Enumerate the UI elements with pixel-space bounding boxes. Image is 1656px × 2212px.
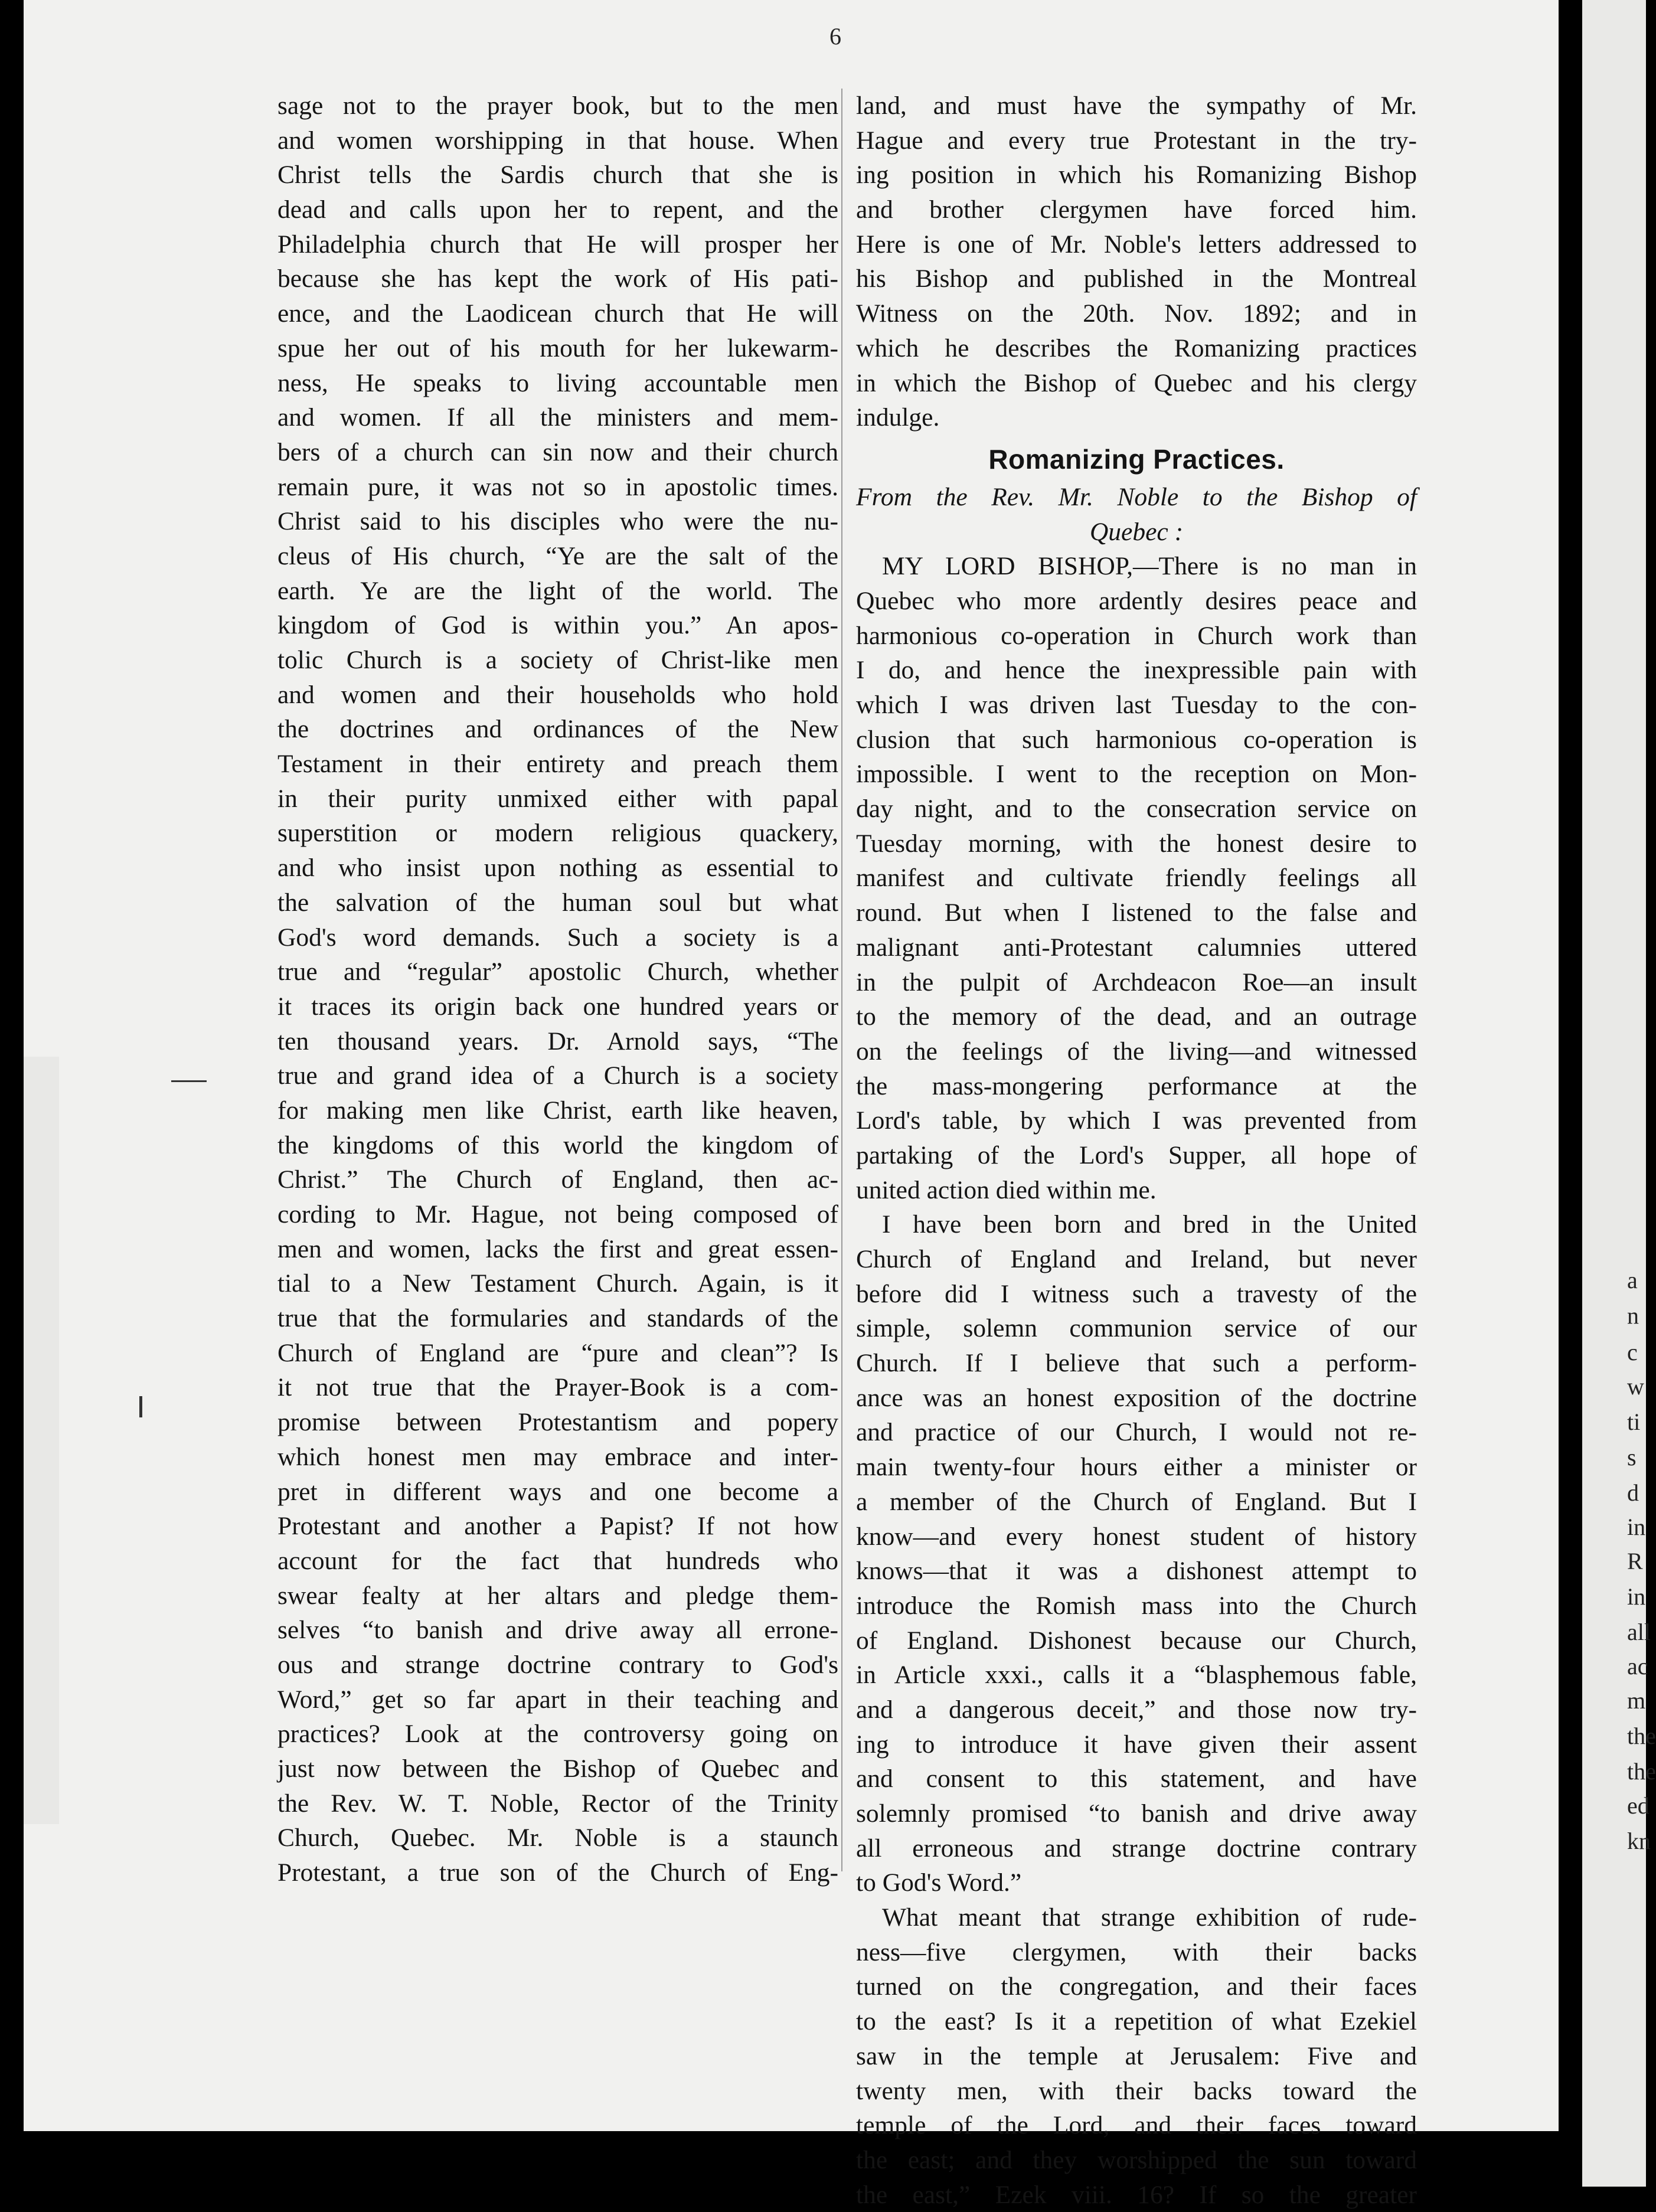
text-fragment: in [1627, 1514, 1646, 1540]
text-line: Protestant and another a Papist? If not how [277, 1512, 838, 1541]
text-line: harmonious co-operation in Church work than [856, 621, 1417, 650]
column-rule [841, 89, 842, 1871]
text-line: tolic Church is a society of Christ-like men [277, 646, 838, 674]
text-line: swear fealty at her altars and pledge them- [277, 1581, 838, 1610]
text-line: What meant that strange exhibition of rude- [882, 1903, 1417, 1932]
text-line: ing position in which his Romanizing Bishop [856, 161, 1417, 189]
text-line: dead and calls upon her to repent, and the [277, 195, 838, 224]
text-line: Lord's table, by which I was prevented from [856, 1106, 1417, 1135]
text-line: God's word demands. Such a society is a [277, 923, 838, 952]
text-line: before did I witness such a travesty of the [856, 1279, 1417, 1308]
text-line: the east,” Ezek viii. 16? If so the greater [856, 2180, 1417, 2209]
text-line: for making men like Christ, earth like heaven, [277, 1096, 838, 1125]
text-line: earth. Ye are the light of the world. The [277, 576, 838, 605]
text-line: in their purity unmixed either with papal [277, 784, 838, 813]
text-line: malignant anti-Protestant calumnies uttered [856, 933, 1417, 962]
text-line: the mass-mongering performance at the [856, 1071, 1417, 1100]
text-fragment: R [1627, 1548, 1643, 1574]
text-line: land, and must have the sympathy of Mr. [856, 92, 1417, 120]
text-line: it traces its origin back one hundred years or [277, 992, 838, 1021]
text-fragment: all [1627, 1619, 1651, 1645]
text-line: day night, and to the consecration service on [856, 795, 1417, 824]
text-line: tial to a New Testament Church. Again, is it [277, 1269, 838, 1298]
text-line: it not true that the Prayer-Book is a com- [277, 1373, 838, 1402]
text-line: to the memory of the dead, and an outrage [856, 1002, 1417, 1031]
text-line: Christ.” The Church of England, then ac- [277, 1165, 838, 1194]
text-line: the Rev. W. T. Noble, Rector of the Trinity [277, 1789, 838, 1818]
text-line: and women and their households who hold [277, 680, 838, 709]
text-line: spue her out of his mouth for her lukewarm- [277, 334, 838, 362]
text-line: and women worshipping in that house. When [277, 126, 838, 155]
text-line: superstition or modern religious quackery, [277, 819, 838, 848]
text-line: Christ said to his disciples who were the nu- [277, 507, 838, 536]
text-line: practices? Look at the controversy going on [277, 1720, 838, 1749]
text-fragment: the [1627, 1758, 1656, 1785]
intro-paragraph [856, 89, 1417, 435]
text-line: ous and strange doctrine contrary to God's [277, 1650, 838, 1679]
text-fragment: ti [1627, 1409, 1641, 1435]
text-line: twenty men, with their backs toward the [856, 2076, 1417, 2105]
text-line: and brother clergymen have forced him. [856, 195, 1417, 224]
text-line: Christ tells the Sardis church that she is [277, 161, 838, 189]
text-line: and women. If all the ministers and mem- [277, 403, 838, 432]
text-line: cording to Mr. Hague, not being composed of [277, 1200, 838, 1228]
text-line: and consent to this statement, and have [856, 1765, 1417, 1793]
text-line: temple of the Lord, and their faces toward [856, 2111, 1417, 2140]
text-line: saw in the temple at Jerusalem: Five and [856, 2041, 1417, 2070]
text-line: Church of England and Ireland, but never [856, 1245, 1417, 1273]
text-fragment: s [1627, 1444, 1637, 1471]
text-line: in the pulpit of Archdeacon Roe—an insult [856, 968, 1417, 996]
text-line: round. But when I listened to the false and [856, 898, 1417, 927]
text-line: indulge. [856, 403, 940, 432]
text-line: true and grand idea of a Church is a society [277, 1061, 838, 1090]
text-line: and practice of our Church, I would not re- [856, 1418, 1417, 1447]
text-line: I have been born and bred in the United [882, 1210, 1417, 1239]
text-line: sage not to the prayer book, but to the men [277, 92, 838, 120]
text-fragment: n [1627, 1302, 1639, 1329]
text-line: partaking of the Lord's Supper, all hope of [856, 1141, 1417, 1169]
text-fragment: ac [1627, 1653, 1648, 1680]
text-fragment: the [1627, 1723, 1656, 1749]
text-fragment: a [1627, 1267, 1638, 1293]
text-line: on the feelings of the living—and witnessed [856, 1037, 1417, 1066]
text-line: all erroneous and strange doctrine contrary [856, 1834, 1417, 1863]
text-line: main twenty-four hours either a minister or [856, 1453, 1417, 1482]
text-line: Quebec who more ardently desires peace and [856, 586, 1417, 615]
text-line: true and “regular” apostolic Church, whether [277, 958, 838, 986]
text-line: the kingdoms of this world the kingdom of [277, 1130, 838, 1159]
byline-line: Quebec : [1089, 517, 1184, 546]
text-line: in Article xxxi., calls it a “blasphemous fable, [856, 1661, 1417, 1690]
text-line: in which the Bishop of Quebec and his clergy [856, 368, 1417, 397]
text-line: his Bishop and published in the Montreal [856, 264, 1417, 293]
text-line: true that the formularies and standards of the [277, 1304, 838, 1333]
text-line: selves “to banish and drive away all errone- [277, 1616, 838, 1645]
text-line: ing to introduce it have given their assent [856, 1730, 1417, 1759]
text-line: cleus of His church, “Ye are the salt of the [277, 541, 838, 570]
text-line: united action died within me. [856, 1175, 1157, 1204]
text-line: promise between Protestantism and popery [277, 1408, 838, 1437]
text-line: I do, and hence the inexpressible pain with [856, 656, 1417, 685]
letter-paragraph [856, 1900, 1417, 2212]
right-column [856, 89, 1417, 2212]
letter-byline [856, 480, 1417, 549]
text-line: which he describes the Romanizing practices [856, 334, 1417, 362]
text-line: bers of a church can sin now and their church [277, 437, 838, 466]
text-line: Tuesday morning, with the honest desire to [856, 829, 1417, 858]
text-fragment: w [1627, 1373, 1644, 1400]
text-line: Church. If I believe that such a perform- [856, 1349, 1417, 1378]
text-line: Church, Quebec. Mr. Noble is a staunch [277, 1824, 838, 1852]
text-line: account for the fact that hundreds who [277, 1546, 838, 1575]
text-line: turned on the congregation, and their faces [856, 1972, 1417, 2001]
text-fragment: c [1627, 1339, 1638, 1365]
text-fragment: m [1627, 1687, 1646, 1714]
text-line: remain pure, it was not so in apostolic times. [277, 472, 838, 501]
text-line: and a dangerous deceit,” and those now try- [856, 1695, 1417, 1724]
text-line: and who insist upon nothing as essential to [277, 854, 838, 883]
text-line: the doctrines and ordinances of the New [277, 715, 838, 744]
text-line: Testament in their entirety and preach them [277, 750, 838, 779]
text-line: which honest men may embrace and inter- [277, 1442, 838, 1471]
text-line: of England. Dishonest because our Church, [856, 1626, 1417, 1655]
text-line: pret in different ways and one become a [277, 1477, 838, 1506]
text-line: simple, solemn communion service of our [856, 1314, 1417, 1343]
text-fragment: kn [1627, 1828, 1651, 1854]
text-fragment: in [1627, 1583, 1646, 1610]
text-line: Here is one of Mr. Noble's letters addressed to [856, 230, 1417, 259]
scan-speck [171, 1080, 207, 1082]
text-line: introduce the Romish mass into the Church [856, 1591, 1417, 1620]
text-fragment: d [1627, 1479, 1639, 1506]
text-line: because she has kept the work of His pati- [277, 264, 838, 293]
text-line: Protestant, a true son of the Church of Eng- [277, 1858, 838, 1887]
text-line: a member of the Church of England. But I [856, 1487, 1417, 1516]
letter-paragraph [856, 1207, 1417, 1900]
text-line: ance was an honest exposition of the doctrine [856, 1383, 1417, 1412]
text-line: ness, He speaks to living accountable men [277, 368, 838, 397]
section-heading: Romanizing Practices. [988, 443, 1285, 475]
text-line: MY LORD BISHOP,—There is no man in [882, 552, 1417, 581]
torn-page-edge [24, 1057, 59, 1824]
byline-line: From the Rev. Mr. Noble to the Bishop of [856, 482, 1417, 511]
text-line: ence, and the Laodicean church that He will [277, 299, 838, 328]
text-line: to God's Word.” [856, 1868, 1022, 1897]
text-line: Philadelphia church that He will prosper her [277, 230, 838, 259]
text-line: impossible. I went to the reception on Mon- [856, 760, 1417, 789]
text-line: clusion that such harmonious co-operation is [856, 725, 1417, 754]
text-line: Word,” get so far apart in their teaching and [277, 1685, 838, 1714]
text-line: ten thousand years. Dr. Arnold says, “The [277, 1027, 838, 1056]
text-line: kingdom of God is within you.” An apos- [277, 611, 838, 640]
scan-speck [139, 1396, 142, 1417]
text-line: manifest and cultivate friendly feelings all [856, 864, 1417, 893]
left-column [277, 89, 838, 1890]
text-line: Witness on the 20th. Nov. 1892; and in [856, 299, 1417, 328]
text-fragment: ed [1627, 1792, 1650, 1819]
text-line: know—and every honest student of history [856, 1522, 1417, 1551]
text-line: knows—that it was a dishonest attempt to [856, 1557, 1417, 1586]
text-line: men and women, lacks the first and great essen- [277, 1234, 838, 1263]
text-line: solemnly promised “to banish and drive away [856, 1799, 1417, 1828]
text-line: ness—five clergymen, with their backs [856, 1937, 1417, 1966]
text-line: just now between the Bishop of Quebec and [277, 1754, 838, 1783]
letter-paragraph [856, 549, 1417, 1207]
text-line: the east; and they worshipped the sun toward [856, 2145, 1417, 2174]
page-number: 6 [829, 23, 841, 50]
text-line: the salvation of the human soul but what [277, 888, 838, 917]
text-line: to the east? Is it a repetition of what Ezekiel [856, 2007, 1417, 2036]
text-line: Hague and every true Protestant in the try- [856, 126, 1417, 155]
adjacent-page-strip [1582, 0, 1656, 2187]
text-line: Church of England are “pure and clean”? Is [277, 1338, 838, 1367]
text-line: which I was driven last Tuesday to the con- [856, 691, 1417, 719]
